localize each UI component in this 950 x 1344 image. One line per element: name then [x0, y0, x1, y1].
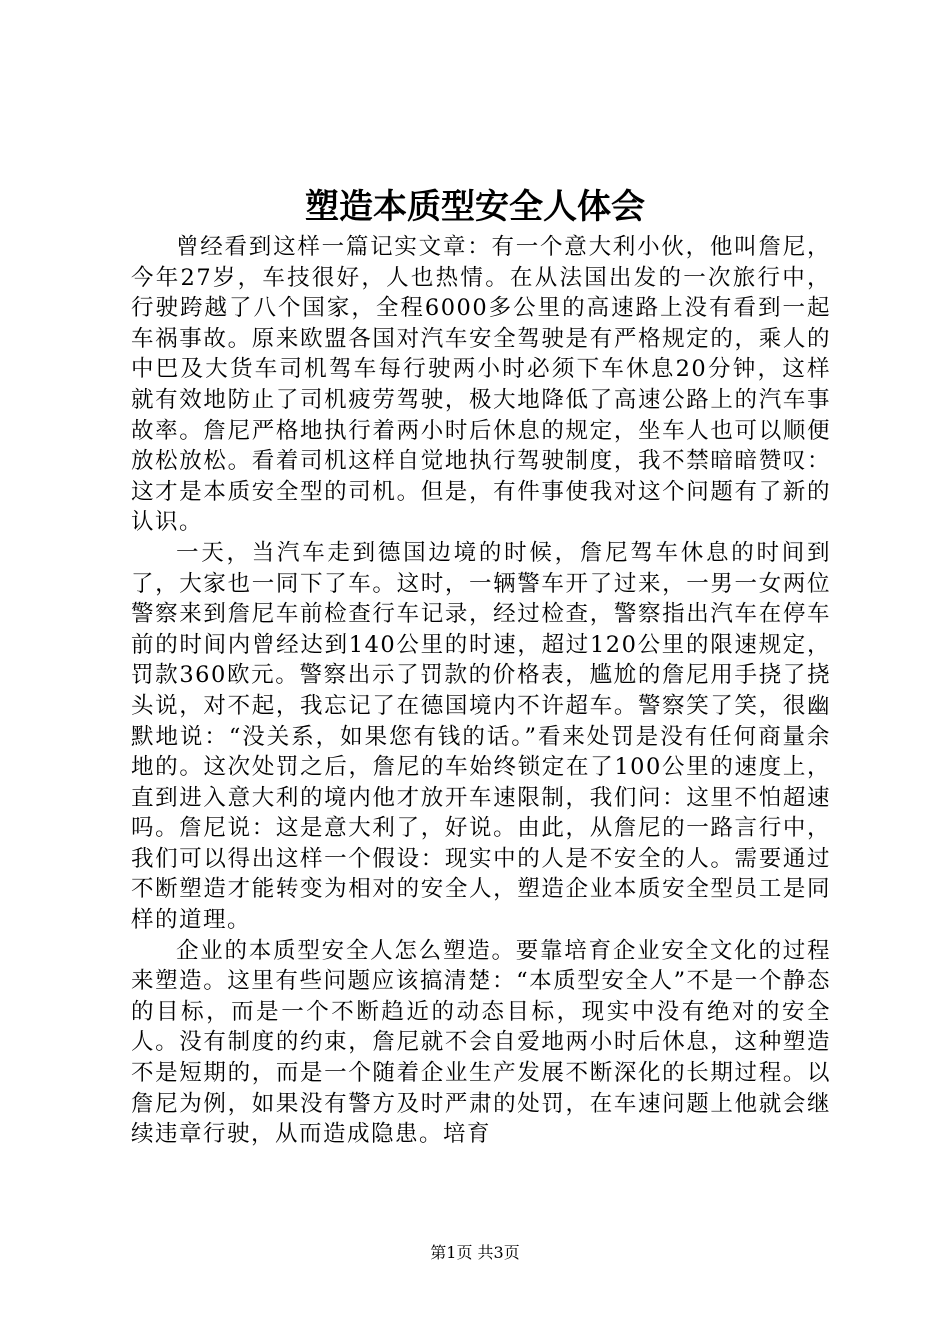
paragraph-1: 曾经看到这样一篇记实文章：有一个意大利小伙，他叫詹尼，今年27岁，车技很好，人也热情。在从法国出发的一次旅行中，行驶跨越了八个国家，全程6000多公里的高速路上没有看到一起车祸事故。原来欧盟各国对汽车安全驾驶是有严格规定的，乘人的中巴及大货车司机驾车每行驶两小时必须下车休息20分钟，这样就有效地防止了司机疲劳驾驶，极大地降低了高速公路上的汽车事故率。詹尼严格地执行着两小时后休息的规定，坐车人也可以顺便放松放松。看着司机这样自觉地执行驾驶制度，我不禁暗暗赞叹：这才是本质安全型的司机。但是，有件事使我对这个问题有了新的认识。: [131, 234, 831, 536]
document-title: 塑造本质型安全人体会: [305, 187, 645, 227]
document-body: [131, 232, 831, 1150]
paragraph-2: 一天，当汽车走到德国边境的时候，詹尼驾车休息的时间到了，大家也一同下了车。这时，一辆警车开了过来，一男一女两位警察来到詹尼车前检查行车记录，经过检查，警察指出汽车在停车前的时间内曾经达到140公里的时速，超过120公里的限速规定，罚款360欧元。警察出示了罚款的价格表，尴尬的詹尼用手挠了挠头说，对不起，我忘记了在德国境内不许超车。警察笑了笑，很幽默地说：“没关系，如果您有钱的话。”看来处罚是没有任何商量余地的。这次处罚之后，詹尼的车始终锁定在了100公里的速度上，直到进入意大利的境内他才放开车速限制，我们问：这里不怕超速吗。詹尼说：这是意大利了，好说。由此，从詹尼的一路言行中，我们可以得出这样一个假设：现实中的人是不安全的人。需要通过不断塑造才能转变为相对的安全人，塑造企业本质安全型员工是同样的道理。: [131, 539, 831, 934]
page-number-footer: 第1页 共3页: [430, 1243, 520, 1262]
paragraph-3: 企业的本质型安全人怎么塑造。要靠培育企业安全文化的过程来塑造。这里有些问题应该搞清楚：“本质型安全人”不是一个静态的目标，而是一个不断趋近的动态目标，现实中没有绝对的安全人。没有制度的约束，詹尼就不会自爱地两小时后休息，这种塑造不是短期的，而是一个随着企业生产发展不断深化的长期过程。以詹尼为例，如果没有警方及时严肃的处罚，在车速问题上他就会继续违章行驶，从而造成隐患。培育: [131, 937, 831, 1148]
